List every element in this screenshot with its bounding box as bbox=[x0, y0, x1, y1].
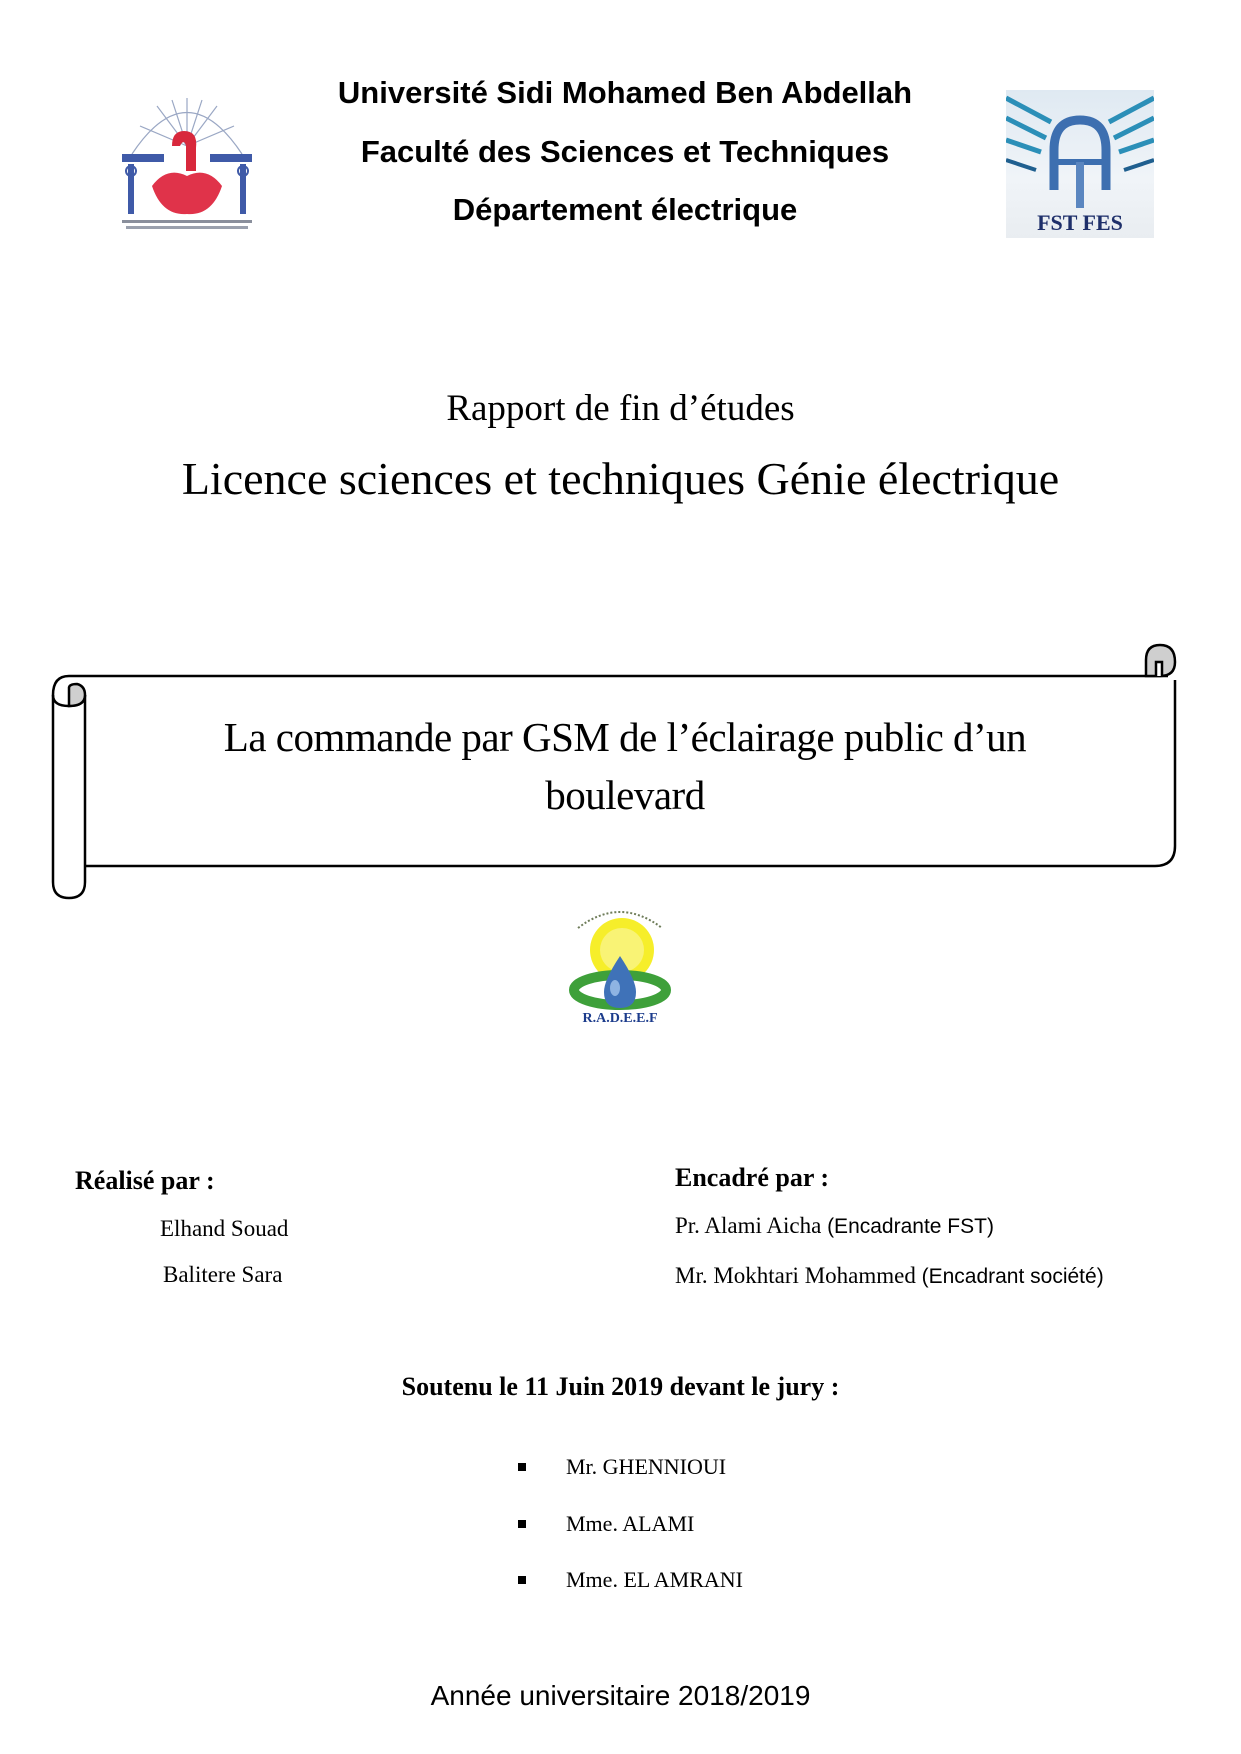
jury-member-name: Mme. ALAMI bbox=[566, 1511, 695, 1536]
jury-member bbox=[518, 1567, 743, 1593]
author-name: Balitere Sara bbox=[163, 1262, 283, 1287]
author-name: Elhand Souad bbox=[160, 1216, 289, 1241]
faculty-name: Faculté des Sciences et Techniques bbox=[360, 134, 890, 169]
supervisor-role: (Encadrant société) bbox=[921, 1265, 1104, 1288]
degree-title: Licence sciences et techniques Génie électrique bbox=[181, 453, 1060, 504]
square-bullet-icon bbox=[518, 1463, 526, 1471]
supervisor-name: Mr. Mokhtari Mohammed bbox=[675, 1263, 916, 1288]
supervisor-name: Pr. Alami Aicha bbox=[675, 1213, 822, 1238]
jury-member-name: Mr. GHENNIOUI bbox=[566, 1454, 727, 1479]
project-title-line-1: La commande par GSM de l’éclairage public d’un bbox=[223, 714, 1027, 760]
supervisor-item bbox=[675, 1263, 1104, 1289]
supervisor-item bbox=[675, 1213, 994, 1239]
academic-year: Année universitaire 2018/2019 bbox=[430, 1680, 811, 1711]
supervisors-label: Encadré par : bbox=[675, 1163, 830, 1192]
radeef-logo bbox=[560, 900, 680, 1025]
fst-fes-logo bbox=[1006, 90, 1154, 238]
svg-text:FST FES: FST FES bbox=[1037, 210, 1123, 235]
project-title-line-2: boulevard bbox=[545, 772, 705, 818]
authors-label: Réalisé par : bbox=[75, 1166, 215, 1195]
report-type: Rapport de fin d’études bbox=[446, 388, 795, 429]
usmba-university-logo bbox=[112, 76, 262, 236]
university-name: Université Sidi Mohamed Ben Abdellah bbox=[337, 75, 913, 110]
jury-member bbox=[518, 1454, 726, 1480]
square-bullet-icon bbox=[518, 1576, 526, 1584]
department-name: Département électrique bbox=[452, 192, 798, 227]
supervisor-role: (Encadrante FST) bbox=[827, 1215, 994, 1238]
svg-text:R.A.D.E.E.F: R.A.D.E.E.F bbox=[582, 1011, 658, 1025]
jury-member-name: Mme. EL AMRANI bbox=[566, 1567, 744, 1592]
project-title bbox=[140, 708, 1110, 824]
defense-label: Soutenu le 11 Juin 2019 devant le jury : bbox=[401, 1372, 840, 1401]
square-bullet-icon bbox=[518, 1520, 526, 1528]
jury-member bbox=[518, 1511, 694, 1537]
